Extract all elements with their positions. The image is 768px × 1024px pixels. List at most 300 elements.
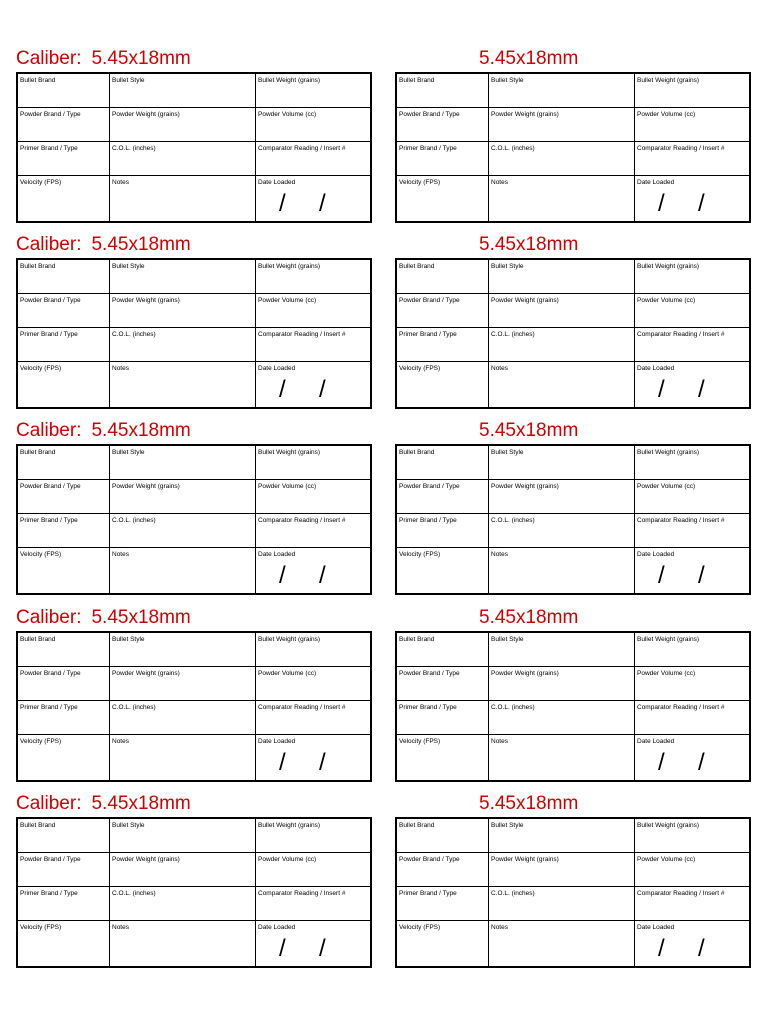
field-label: Velocity (FPS) [20, 365, 62, 372]
field-label: Notes [112, 924, 129, 931]
record-row [397, 514, 749, 548]
record-row [397, 480, 749, 514]
field-cell[interactable] [397, 548, 488, 593]
caliber-value: 5.45x18mm [91, 607, 191, 628]
field-label: C.O.L. (inches) [112, 331, 156, 338]
field-cell[interactable] [488, 701, 634, 734]
field-cell[interactable] [255, 819, 370, 852]
field-cell[interactable] [634, 548, 749, 593]
record-row [397, 260, 749, 294]
field-cell[interactable] [397, 480, 488, 513]
field-label: Primer Brand / Type [20, 517, 78, 524]
record-row [18, 514, 370, 548]
field-cell[interactable] [255, 735, 370, 780]
field-cell[interactable] [634, 176, 749, 221]
field-cell[interactable] [109, 514, 255, 547]
field-label: Notes [112, 551, 129, 558]
field-label: Velocity (FPS) [20, 738, 62, 745]
field-label: Powder Weight (grains) [112, 111, 180, 118]
field-label: Comparator Reading / Insert # [258, 145, 346, 152]
caliber-heading [16, 48, 191, 70]
field-cell[interactable] [255, 887, 370, 920]
caliber-heading [16, 234, 191, 256]
field-cell[interactable] [397, 108, 488, 141]
field-label: Bullet Weight (grains) [258, 449, 321, 456]
field-cell[interactable] [18, 921, 109, 966]
field-cell[interactable] [488, 548, 634, 593]
field-cell[interactable] [634, 108, 749, 141]
caliber-label: Caliber: [16, 234, 82, 255]
caliber-heading [479, 793, 578, 815]
field-label: Velocity (FPS) [399, 365, 441, 372]
field-label: Comparator Reading / Insert # [258, 704, 346, 711]
record-row [18, 735, 370, 780]
record-row [18, 176, 370, 221]
field-cell[interactable] [255, 633, 370, 666]
field-cell[interactable] [18, 294, 109, 327]
field-cell[interactable] [488, 633, 634, 666]
field-cell[interactable] [634, 514, 749, 547]
field-cell[interactable] [109, 294, 255, 327]
field-cell[interactable] [634, 887, 749, 920]
field-label: Bullet Style [112, 822, 145, 829]
field-cell[interactable] [255, 701, 370, 734]
record-row [18, 294, 370, 328]
field-label: Comparator Reading / Insert # [637, 890, 725, 897]
load-card [395, 793, 751, 968]
field-label: Date Loaded [258, 365, 296, 372]
field-label: C.O.L. (inches) [112, 517, 156, 524]
record-row [397, 548, 749, 593]
field-cell[interactable] [488, 260, 634, 293]
field-label: Bullet Brand [20, 263, 56, 270]
caliber-heading [16, 420, 191, 442]
field-label: Bullet Brand [399, 263, 435, 270]
field-cell[interactable] [634, 701, 749, 734]
field-cell[interactable] [109, 74, 255, 107]
field-label: Powder Brand / Type [399, 856, 460, 863]
field-label: Bullet Weight (grains) [637, 77, 700, 84]
field-cell[interactable] [397, 362, 488, 407]
load-record-table [16, 631, 372, 782]
field-label: Date Loaded [637, 365, 675, 372]
field-cell[interactable] [18, 108, 109, 141]
field-label: Date Loaded [637, 738, 675, 745]
field-cell[interactable] [397, 819, 488, 852]
field-cell[interactable] [255, 853, 370, 886]
record-row [397, 887, 749, 921]
load-record-table [395, 72, 751, 223]
field-cell[interactable] [109, 260, 255, 293]
field-label: Bullet Brand [399, 822, 435, 829]
field-cell[interactable] [488, 108, 634, 141]
field-label: Velocity (FPS) [20, 179, 62, 186]
load-record-table [16, 444, 372, 595]
field-cell[interactable] [255, 548, 370, 593]
field-cell[interactable] [255, 74, 370, 107]
record-row [397, 667, 749, 701]
record-row [397, 921, 749, 966]
field-label: Powder Weight (grains) [491, 856, 559, 863]
field-cell[interactable] [397, 514, 488, 547]
record-row [18, 142, 370, 176]
field-cell[interactable] [634, 362, 749, 407]
field-label: C.O.L. (inches) [491, 145, 535, 152]
load-card [395, 234, 751, 409]
record-row [397, 446, 749, 480]
field-label: Primer Brand / Type [399, 704, 457, 711]
field-label: Bullet Weight (grains) [637, 263, 700, 270]
load-record-table [395, 444, 751, 595]
field-cell[interactable] [397, 328, 488, 361]
field-cell[interactable] [397, 294, 488, 327]
field-cell[interactable] [18, 446, 109, 479]
field-label: Powder Volume (cc) [258, 483, 317, 490]
caliber-heading [479, 420, 578, 442]
field-label: Bullet Style [491, 263, 524, 270]
field-cell[interactable] [255, 514, 370, 547]
field-cell[interactable] [109, 142, 255, 175]
field-label: Powder Weight (grains) [491, 483, 559, 490]
field-cell[interactable] [109, 853, 255, 886]
field-label: Powder Brand / Type [399, 297, 460, 304]
field-cell[interactable] [255, 108, 370, 141]
field-cell[interactable] [109, 176, 255, 221]
field-cell[interactable] [255, 294, 370, 327]
field-label: Comparator Reading / Insert # [637, 331, 725, 338]
field-cell[interactable] [109, 887, 255, 920]
field-label: Powder Brand / Type [399, 483, 460, 490]
date-slashes: / / [279, 749, 326, 776]
field-cell[interactable] [255, 446, 370, 479]
caliber-value: 5.45x18mm [479, 48, 579, 69]
field-label: Notes [112, 179, 129, 186]
field-cell[interactable] [255, 260, 370, 293]
field-cell[interactable] [18, 853, 109, 886]
field-cell[interactable] [18, 819, 109, 852]
field-cell[interactable] [109, 548, 255, 593]
field-label: Comparator Reading / Insert # [258, 331, 346, 338]
field-label: Powder Brand / Type [20, 483, 81, 490]
field-label: Bullet Style [491, 449, 524, 456]
field-label: C.O.L. (inches) [491, 517, 535, 524]
field-label: Notes [491, 924, 508, 931]
field-cell[interactable] [18, 887, 109, 920]
record-row [397, 633, 749, 667]
field-cell[interactable] [109, 362, 255, 407]
field-cell[interactable] [397, 853, 488, 886]
field-label: Date Loaded [258, 738, 296, 745]
field-cell[interactable] [18, 548, 109, 593]
field-cell[interactable] [488, 446, 634, 479]
load-record-table [16, 72, 372, 223]
field-label: Powder Brand / Type [399, 111, 460, 118]
field-cell[interactable] [397, 921, 488, 966]
field-label: Bullet Weight (grains) [258, 822, 321, 829]
field-label: Powder Weight (grains) [491, 297, 559, 304]
field-cell[interactable] [109, 108, 255, 141]
caliber-heading [16, 607, 191, 629]
field-cell[interactable] [18, 633, 109, 666]
field-cell[interactable] [109, 446, 255, 479]
field-cell[interactable] [634, 446, 749, 479]
record-row [397, 294, 749, 328]
field-cell[interactable] [634, 480, 749, 513]
record-row [397, 701, 749, 735]
field-cell[interactable] [18, 667, 109, 700]
field-label: Bullet Weight (grains) [258, 263, 321, 270]
field-cell[interactable] [18, 735, 109, 780]
field-cell[interactable] [488, 514, 634, 547]
field-cell[interactable] [109, 701, 255, 734]
field-label: Primer Brand / Type [399, 517, 457, 524]
field-cell[interactable] [397, 735, 488, 780]
field-label: Bullet Brand [20, 449, 56, 456]
field-cell[interactable] [488, 921, 634, 966]
record-row [397, 819, 749, 853]
field-cell[interactable] [109, 735, 255, 780]
field-cell[interactable] [397, 74, 488, 107]
record-row [397, 328, 749, 362]
record-row [18, 819, 370, 853]
field-cell[interactable] [109, 480, 255, 513]
field-cell[interactable] [397, 446, 488, 479]
field-cell[interactable] [488, 328, 634, 361]
field-cell[interactable] [255, 176, 370, 221]
field-label: Bullet Style [491, 822, 524, 829]
field-cell[interactable] [255, 667, 370, 700]
field-label: Date Loaded [258, 179, 296, 186]
field-label: Powder Volume (cc) [637, 670, 696, 677]
field-cell[interactable] [634, 633, 749, 666]
record-row [397, 74, 749, 108]
record-row [18, 446, 370, 480]
record-row [397, 108, 749, 142]
field-label: Notes [112, 365, 129, 372]
field-label: Velocity (FPS) [399, 924, 441, 931]
date-slashes: / / [658, 376, 705, 403]
field-label: C.O.L. (inches) [491, 331, 535, 338]
field-cell[interactable] [488, 74, 634, 107]
field-cell[interactable] [255, 328, 370, 361]
date-slashes: / / [658, 749, 705, 776]
date-slashes: / / [279, 562, 326, 589]
field-cell[interactable] [397, 887, 488, 920]
record-row [18, 328, 370, 362]
field-label: Velocity (FPS) [399, 551, 441, 558]
caliber-heading [479, 234, 578, 256]
field-label: Primer Brand / Type [399, 145, 457, 152]
field-label: Bullet Weight (grains) [258, 77, 321, 84]
field-label: Date Loaded [258, 551, 296, 558]
field-cell[interactable] [634, 74, 749, 107]
field-label: C.O.L. (inches) [112, 890, 156, 897]
field-cell[interactable] [634, 819, 749, 852]
load-card [16, 420, 372, 595]
field-label: Bullet Weight (grains) [258, 636, 321, 643]
record-row [18, 853, 370, 887]
field-label: Powder Volume (cc) [258, 670, 317, 677]
load-card [395, 420, 751, 595]
field-label: Primer Brand / Type [20, 331, 78, 338]
field-cell[interactable] [255, 142, 370, 175]
field-cell[interactable] [397, 142, 488, 175]
date-slashes: / / [658, 190, 705, 217]
caliber-value: 5.45x18mm [479, 420, 579, 441]
caliber-value: 5.45x18mm [479, 607, 579, 628]
caliber-label: Caliber: [16, 607, 82, 628]
field-cell[interactable] [634, 142, 749, 175]
field-cell[interactable] [109, 921, 255, 966]
field-cell[interactable] [255, 480, 370, 513]
field-cell[interactable] [634, 921, 749, 966]
record-row [18, 667, 370, 701]
field-cell[interactable] [488, 142, 634, 175]
field-label: Primer Brand / Type [20, 890, 78, 897]
field-label: Powder Volume (cc) [258, 111, 317, 118]
record-row [18, 887, 370, 921]
field-cell[interactable] [109, 328, 255, 361]
caliber-label: Caliber: [16, 420, 82, 441]
date-slashes: / / [658, 935, 705, 962]
load-record-table [395, 631, 751, 782]
record-row [18, 921, 370, 966]
field-cell[interactable] [488, 480, 634, 513]
field-label: Powder Volume (cc) [258, 297, 317, 304]
record-row [397, 735, 749, 780]
field-cell[interactable] [488, 176, 634, 221]
record-row [18, 633, 370, 667]
field-label: Powder Weight (grains) [491, 111, 559, 118]
record-row [18, 260, 370, 294]
field-cell[interactable] [18, 260, 109, 293]
load-record-table [395, 817, 751, 968]
record-row [397, 176, 749, 221]
field-label: Velocity (FPS) [399, 179, 441, 186]
load-card [395, 607, 751, 782]
field-label: Bullet Brand [20, 77, 56, 84]
field-label: Notes [491, 179, 508, 186]
load-card [16, 234, 372, 409]
field-cell[interactable] [18, 514, 109, 547]
field-cell[interactable] [18, 176, 109, 221]
field-cell[interactable] [634, 735, 749, 780]
record-row [18, 548, 370, 593]
field-label: Powder Volume (cc) [637, 297, 696, 304]
field-label: Powder Brand / Type [20, 297, 81, 304]
field-label: Comparator Reading / Insert # [258, 890, 346, 897]
field-cell[interactable] [488, 667, 634, 700]
caliber-value: 5.45x18mm [91, 793, 191, 814]
field-label: Powder Volume (cc) [258, 856, 317, 863]
field-cell[interactable] [18, 362, 109, 407]
field-label: C.O.L. (inches) [491, 890, 535, 897]
load-record-table [395, 258, 751, 409]
field-cell[interactable] [397, 701, 488, 734]
field-cell[interactable] [18, 142, 109, 175]
record-row [18, 108, 370, 142]
field-cell[interactable] [18, 74, 109, 107]
field-label: Comparator Reading / Insert # [637, 517, 725, 524]
caliber-label: Caliber: [16, 793, 82, 814]
field-label: Primer Brand / Type [399, 890, 457, 897]
field-label: Bullet Style [112, 77, 145, 84]
caliber-value: 5.45x18mm [479, 234, 579, 255]
field-cell[interactable] [397, 633, 488, 666]
field-label: Velocity (FPS) [399, 738, 441, 745]
field-label: Powder Weight (grains) [112, 670, 180, 677]
field-label: Powder Volume (cc) [637, 483, 696, 490]
field-cell[interactable] [634, 328, 749, 361]
field-label: Powder Weight (grains) [491, 670, 559, 677]
record-row [18, 362, 370, 407]
field-label: Date Loaded [637, 924, 675, 931]
caliber-value: 5.45x18mm [479, 793, 579, 814]
field-cell[interactable] [634, 853, 749, 886]
field-cell[interactable] [488, 887, 634, 920]
field-label: Bullet Style [112, 263, 145, 270]
field-cell[interactable] [634, 294, 749, 327]
field-cell[interactable] [18, 701, 109, 734]
date-slashes: / / [279, 190, 326, 217]
field-cell[interactable] [488, 294, 634, 327]
load-record-table [16, 258, 372, 409]
field-cell[interactable] [18, 328, 109, 361]
date-slashes: / / [279, 376, 326, 403]
field-cell[interactable] [397, 667, 488, 700]
field-label: Comparator Reading / Insert # [637, 704, 725, 711]
field-label: Powder Brand / Type [20, 856, 81, 863]
field-cell[interactable] [255, 362, 370, 407]
field-label: Notes [112, 738, 129, 745]
field-cell[interactable] [255, 921, 370, 966]
load-card [395, 48, 751, 223]
field-label: Notes [491, 738, 508, 745]
field-cell[interactable] [397, 176, 488, 221]
field-label: Powder Brand / Type [399, 670, 460, 677]
field-cell[interactable] [634, 667, 749, 700]
caliber-value: 5.45x18mm [91, 234, 191, 255]
field-cell[interactable] [109, 819, 255, 852]
field-cell[interactable] [109, 633, 255, 666]
load-record-table [16, 817, 372, 968]
caliber-label: Caliber: [16, 48, 82, 69]
field-cell[interactable] [488, 853, 634, 886]
record-row [18, 701, 370, 735]
record-row [18, 74, 370, 108]
field-label: Bullet Brand [399, 449, 435, 456]
field-label: Bullet Style [112, 636, 145, 643]
field-cell[interactable] [634, 260, 749, 293]
field-label: C.O.L. (inches) [112, 704, 156, 711]
field-cell[interactable] [488, 735, 634, 780]
field-cell[interactable] [397, 260, 488, 293]
field-cell[interactable] [18, 480, 109, 513]
field-cell[interactable] [488, 362, 634, 407]
date-slashes: / / [658, 562, 705, 589]
field-label: Date Loaded [637, 551, 675, 558]
field-cell[interactable] [488, 819, 634, 852]
field-label: Bullet Brand [20, 636, 56, 643]
field-cell[interactable] [109, 667, 255, 700]
field-label: Primer Brand / Type [399, 331, 457, 338]
field-label: Primer Brand / Type [20, 704, 78, 711]
field-label: Powder Brand / Type [20, 111, 81, 118]
field-label: Velocity (FPS) [20, 551, 62, 558]
field-label: Bullet Style [112, 449, 145, 456]
field-label: Bullet Brand [399, 636, 435, 643]
load-card [16, 48, 372, 223]
